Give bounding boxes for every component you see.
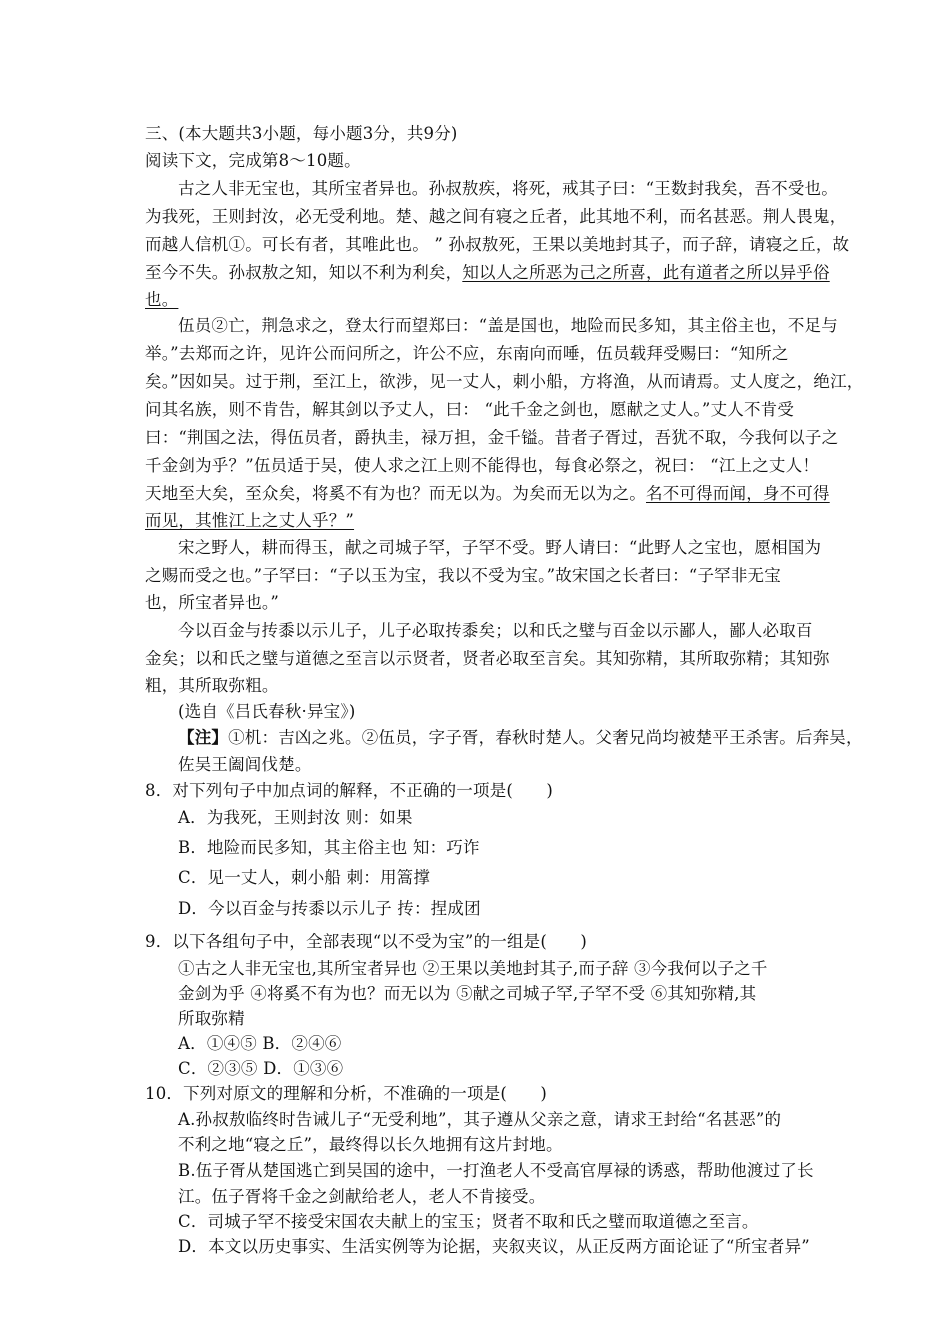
passage-line: 问其名族，则不肯告，解其剑以予丈人，曰： “此千金之剑也，愿献之丈人。”丈人不肯受 xyxy=(145,400,795,419)
question-9-items: 金剑为乎 ④将奚不有为也？而无以为 ⑤献之司城子罕,子罕不受 ⑥其知弥精,其 xyxy=(178,984,757,1003)
question-9-options-cd: C．②③⑤ D．①③⑥ xyxy=(178,1059,344,1078)
passage-line: 而越人信机①。可长有者，其唯此也。 ” 孙叔敖死，王果以美地封其子，而子辞，请寝之丘，故 xyxy=(145,235,850,254)
passage-line: 粗，其所取弥粗。 xyxy=(145,676,279,695)
underlined-sentence: 知以人之所恶为己之所喜，此有道者之所以异乎俗 xyxy=(462,263,830,282)
question-10-option-c: C．司城子罕不接受宋国农夫献上的宝玉；贤者不取和氏之璧而取道德之至言。 xyxy=(178,1212,759,1231)
passage-line: 曰：“荆国之法，得伍员者，爵执圭，禄万担，金千镒。昔者子胥过，吾犹不取，今我何以子之 xyxy=(145,428,839,447)
passage-line xyxy=(145,259,830,283)
section-header: 三、(本大题共3小题，每小题3分，共9分) xyxy=(145,124,458,143)
question-10-option-a: 不利之地“寝之丘”，最终得以长久地拥有这片封地。 xyxy=(178,1135,563,1154)
question-8-stem: 8．对下列句子中加点词的解释，不正确的一项是( ) xyxy=(145,781,554,800)
note-label: 【注】 xyxy=(178,728,229,747)
passage-line: 伍员②亡，荆急求之，登太行而望郑曰：“盖是国也，地险而民多知，其主俗主也，不足与 xyxy=(178,316,838,335)
passage-text: 天地至大矣，至众矣，将奚不有为也？而无以为。为矣而无以为之。 xyxy=(145,484,646,503)
underlined-sentence-end: 也。 xyxy=(145,290,179,309)
passage-line: 宋之野人，耕而得玉，献之司城子罕，子罕不受。野人请曰：“此野人之宝也，愿相国为 xyxy=(178,538,822,557)
passage-line: 千金剑为乎？”伍员适于吴，使人求之江上则不能得也，每食必祭之，祝曰： “江上之丈人！ xyxy=(145,456,820,475)
passage-line: 之赐而受之也。”子罕曰：“子以玉为宝，我以不受为宝。”故宋国之长者曰：“子罕非无宝 xyxy=(145,566,781,585)
question-8-option-a: A．为我死，王则封汝 则：如果 xyxy=(178,808,413,827)
question-8-option-c: C．见一丈人，刺小船 刺：用篙撑 xyxy=(178,868,431,887)
source-citation: (选自《吕氏春秋·异宝》) xyxy=(178,702,356,721)
passage-line xyxy=(145,480,830,504)
passage-line: 也，所宝者异也。” xyxy=(145,593,279,612)
instruction: 阅读下文，完成第8～10题。 xyxy=(145,151,361,170)
passage-line: 举。”去郑而之许，见许公而问所之，许公不应，东南向而唾，伍员载拜受赐曰：“知所之 xyxy=(145,344,789,363)
passage-line: 今以百金与抟黍以示儿子，儿子必取抟黍矣；以和氏之璧与百金以示鄙人，鄙人必取百 xyxy=(178,621,813,640)
question-9-options-ab: A．①④⑤ B．②④⑥ xyxy=(178,1034,342,1053)
question-10-stem: 10．下列对原文的理解和分析，不准确的一项是( ) xyxy=(145,1084,548,1103)
passage-line: 古之人非无宝也，其所宝者异也。孙叔敖疾，将死，戒其子曰：“王数封我矣，吾不受也。 xyxy=(178,179,838,198)
passage-line: 为我死，王则封汝，必无受利地。楚、越之间有寝之丘者，此其地不利，而名甚恶。荆人畏鬼， xyxy=(145,207,847,226)
passage-line: 矣。”因如吴。过于荆，至江上，欲涉，见一丈人，刺小船，方将渔，从而请焉。丈人度之，绝江， xyxy=(145,372,864,391)
note-line xyxy=(178,724,863,748)
question-10-option-d: D．本文以历史事实、生活实例等为论据，夹叙夹议，从正反两方面论证了“所宝者异” xyxy=(178,1237,810,1256)
note-text: ①机：吉凶之兆。②伍员，字子胥，春秋时楚人。父奢兄尚均被楚平王杀害。后奔吴， xyxy=(228,728,863,747)
question-10-option-b: B.伍子胥从楚国逃亡到吴国的途中，一打渔老人不受高官厚禄的诱惑，帮助他渡过了长 xyxy=(178,1161,814,1180)
question-9-items: 所取弥精 xyxy=(178,1009,245,1028)
question-10-option-a: A.孙叔敖临终时告诫儿子“无受利地”，其子遵从父亲之意，请求王封给“名甚恶”的 xyxy=(178,1110,782,1129)
underlined-sentence: 名不可得而闻，身不可得 xyxy=(646,484,830,503)
question-8-option-d: D．今以百金与抟黍以示儿子 抟：捏成团 xyxy=(178,899,481,918)
passage-line: 金矣；以和氏之璧与道德之至言以示贤者，贤者必取至言矣。其知弥精，其所取弥精；其知弥 xyxy=(145,649,830,668)
question-9-stem: 9．以下各组句子中，全部表现“以不受为宝”的一组是( ) xyxy=(145,932,588,951)
question-8-option-b: B．地险而民多知，其主俗主也 知：巧诈 xyxy=(178,838,480,857)
passage-text: 至今不失。孙叔敖之知，知以不利为利矣， xyxy=(145,263,463,282)
note-line: 佐吴王阖闾伐楚。 xyxy=(178,755,312,774)
question-9-items: ①古之人非无宝也,其所宝者异也 ②王果以美地封其子,而子辞 ③今我何以子之千 xyxy=(178,959,768,978)
question-10-option-b: 江。伍子胥将千金之剑献给老人，老人不肯接受。 xyxy=(178,1187,546,1206)
underlined-sentence-end: 而见，其惟江上之丈人乎？” xyxy=(145,511,355,530)
